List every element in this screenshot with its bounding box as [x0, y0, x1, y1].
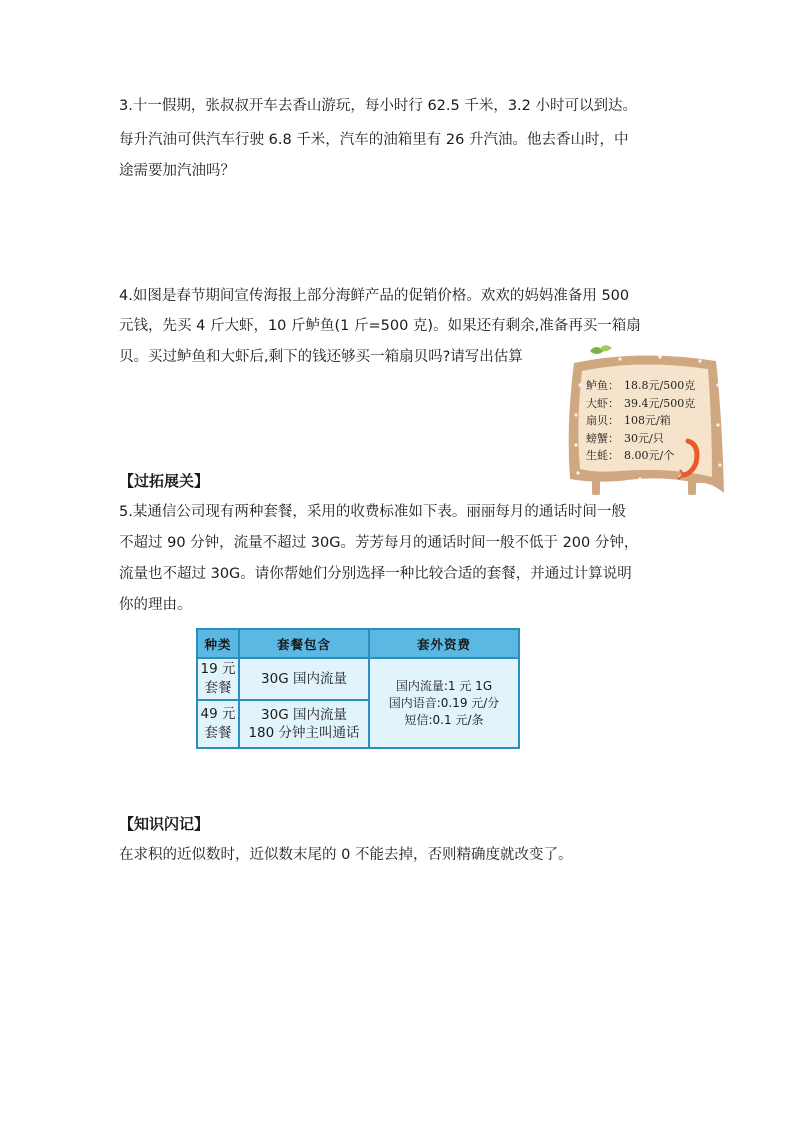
plan-include-cell [239, 658, 369, 700]
product-price: 108元/箱 [624, 414, 671, 427]
product-name: 鲈鱼： [586, 379, 619, 392]
plan-kind-cell [197, 700, 239, 748]
plan-kind-cell [197, 658, 239, 700]
extra-fee-line: 国内流量:1 元 1G [395, 678, 493, 693]
q3-line-2: 每升汽油可供汽车行驶 6.8 千米，汽车的油箱里有 26 升汽油。他去香山时，中 [119, 132, 629, 148]
extra-fee-line: 国内语音:0.19 元/分 [388, 695, 500, 710]
plan-label: 套餐 [204, 680, 232, 696]
product-price: 18.8元/500克 [624, 379, 696, 392]
poster-row [586, 412, 726, 430]
pricing-table [196, 628, 520, 749]
plan-price: 19 元 [200, 661, 236, 677]
table-row [197, 658, 519, 700]
q5-line-2: 不超过 90 分钟，流量不超过 30G。芳芳每月的通话时间一般不低于 200 分钟， [119, 535, 639, 551]
poster-row [586, 377, 726, 395]
poster-row [586, 395, 726, 413]
poster-row [586, 430, 726, 448]
section-heading-expand: 【过拓展关】 [119, 472, 210, 490]
section-heading-knowledge: 【知识闪记】 [119, 815, 210, 833]
product-price: 39.4元/500克 [624, 396, 696, 410]
product-price: 30元/只 [624, 431, 664, 445]
table-header-row [197, 629, 519, 658]
q4-line-3: 贝。买过鲈鱼和大虾后,剩下的钱还够买一箱扇贝吗?请写出估算 [119, 349, 523, 365]
q5-line-3: 流量也不超过 30G。请你帮她们分别选择一种比较合适的套餐，并通过计算说明 [119, 566, 632, 582]
table-header: 套外资费 [369, 629, 519, 658]
q4-line-2: 元钱，先买 4 斤大虾，10 斤鲈鱼(1 斤=500 克)。如果还有剩余,准备再买一箱扇 [119, 318, 641, 334]
q3-line-1: 3.十一假期，张叔叔开车去香山游玩，每小时行 62.5 千米，3.2 小时可以到达。 [119, 98, 638, 114]
q4-line-1: 4.如图是春节期间宣传海报上部分海鲜产品的促销价格。欢欢的妈妈准备用 500 [119, 288, 630, 304]
poster-price-list [586, 377, 726, 465]
plan-include-line: 180 分钟主叫通话 [248, 725, 360, 741]
plan-include-cell [239, 700, 369, 748]
knowledge-text: 在求积的近似数时，近似数末尾的 0 不能去掉，否则精确度就改变了。 [119, 847, 573, 863]
extra-fee-line: 短信:0.1 元/条 [404, 712, 484, 727]
product-name: 螃蟹： [586, 431, 619, 445]
q5-line-1: 5.某通信公司现有两种套餐，采用的收费标准如下表。丽丽每月的通话时间一般 [119, 504, 626, 520]
price-poster [560, 345, 726, 502]
extra-fee-cell [369, 658, 519, 748]
q3-line-3: 途需要加汽油吗？ [119, 163, 235, 179]
product-price: 8.00元/个 [624, 449, 675, 462]
table-header: 套餐包含 [239, 629, 369, 658]
plan-price: 49 元 [200, 706, 236, 722]
product-name: 大虾： [586, 396, 619, 410]
product-name: 生蚝： [586, 449, 619, 462]
product-name: 扇贝： [586, 414, 619, 427]
plan-include-line: 30G 国内流量 [261, 671, 347, 687]
poster-row [586, 447, 726, 465]
q5-line-4: 你的理由。 [119, 597, 192, 613]
plan-include-line: 30G 国内流量 [261, 707, 347, 723]
table-header: 种类 [197, 629, 239, 658]
plan-label: 套餐 [204, 725, 232, 741]
